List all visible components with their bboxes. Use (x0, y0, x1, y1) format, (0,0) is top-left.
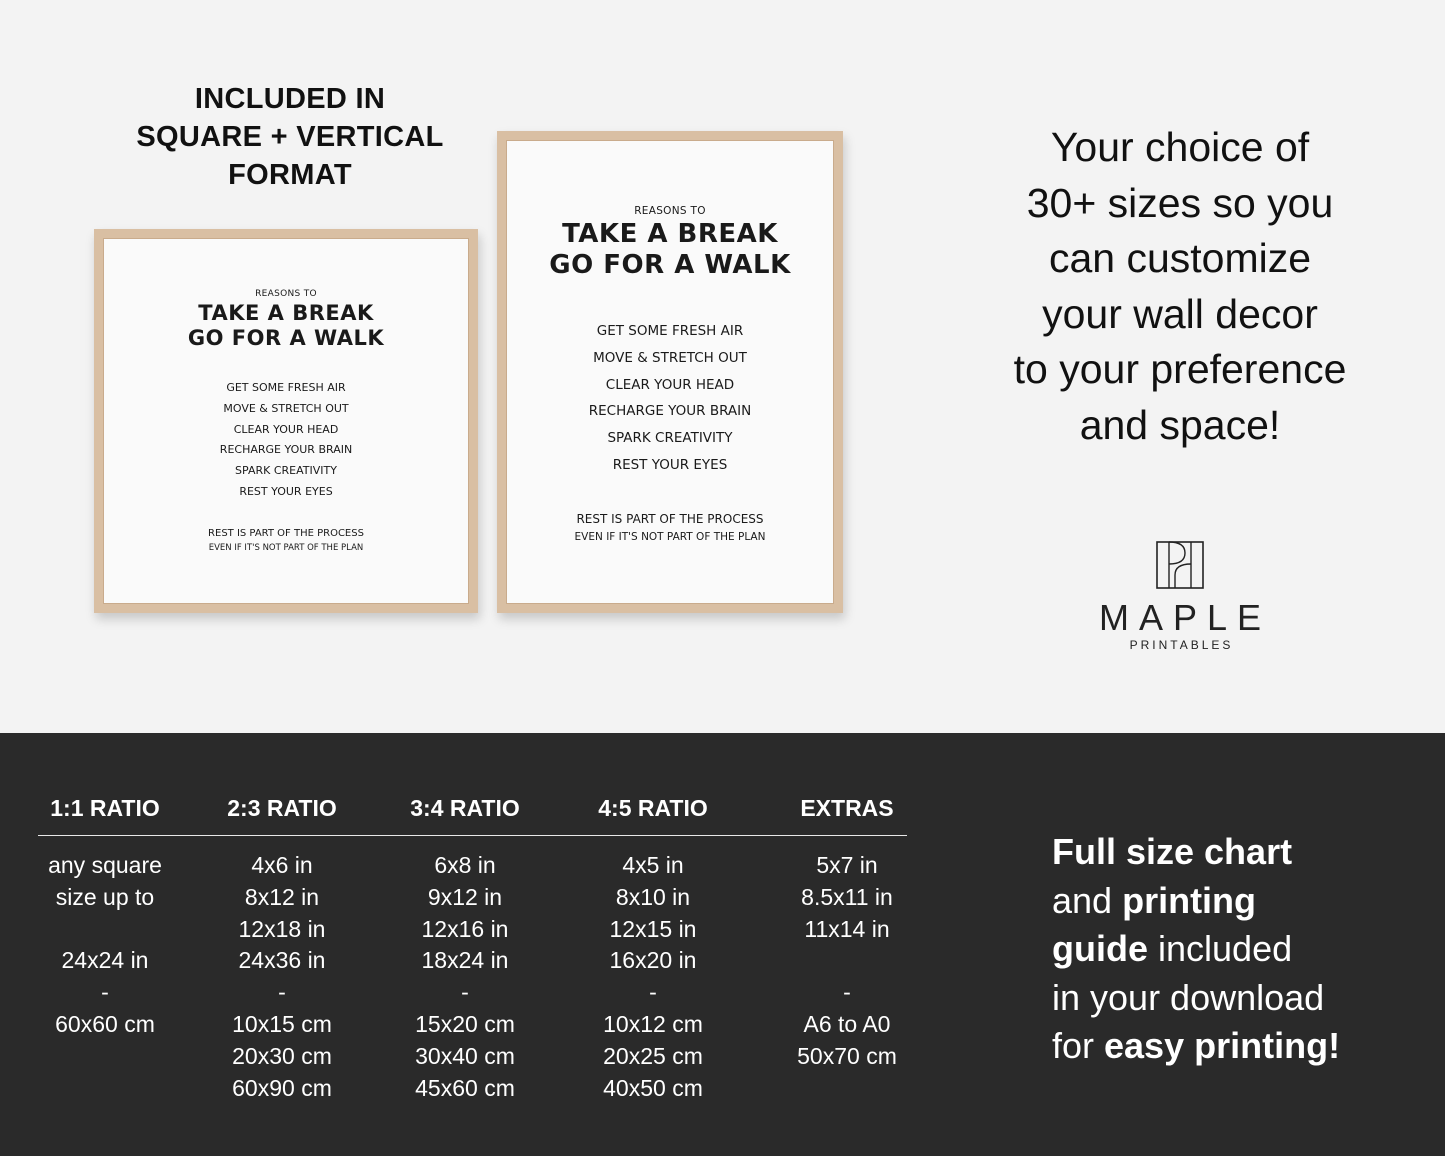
choice-line: to your preference (1013, 346, 1347, 392)
size-value: 18x24 in (421, 947, 509, 974)
header-divider (38, 835, 907, 836)
brand-name: MAPLE (1098, 597, 1272, 638)
poster-item: REST YOUR EYES (612, 456, 728, 473)
guide-bold: printing (1122, 879, 1257, 921)
poster-title (506, 219, 834, 281)
poster-list (506, 318, 834, 479)
size-value: size up to (55, 883, 155, 910)
choice-line: and space! (1079, 401, 1281, 448)
poster-item: REST YOUR EYES (239, 484, 333, 498)
poster-title-line-1: TAKE A BREAK (198, 301, 374, 325)
column-values (207, 850, 357, 1104)
choice-line: 30+ sizes so you (1026, 179, 1334, 226)
column-header: 2:3 RATIO (227, 795, 337, 821)
poster-title-line-2: GO FOR A WALK (549, 250, 791, 280)
size-chart-guide-text (1052, 828, 1412, 1071)
size-value: 6x8 in (434, 852, 496, 878)
size-value: 20x30 cm (232, 1042, 332, 1069)
column-values (772, 850, 922, 1073)
column-3-4-ratio (390, 793, 540, 1101)
choice-line: can customize (1048, 235, 1312, 281)
poster-footer-line-2: EVEN IF IT'S NOT PART OF THE PLAN (208, 543, 364, 553)
size-value: 20x25 cm (603, 1042, 703, 1069)
poster-item: CLEAR YOUR HEAD (233, 422, 339, 436)
guide-line-4: in your download (1052, 976, 1325, 1018)
vertical-frame (497, 131, 843, 613)
guide-bold: guide (1052, 928, 1148, 969)
guide-line-5 (1052, 1022, 1412, 1071)
size-value: 24x36 in (238, 947, 326, 974)
poster-footer-line-1: REST IS PART OF THE PROCESS (576, 512, 764, 526)
size-value: 50x70 cm (797, 1042, 897, 1069)
column-header: 4:5 RATIO (598, 795, 708, 821)
column-2-3-ratio (207, 793, 357, 1101)
poster-footer-line-2: EVEN IF IT'S NOT PART OF THE PLAN (574, 531, 766, 543)
included-line-1: INCLUDED IN (194, 83, 386, 115)
poster-small-title: REASONS TO (634, 205, 706, 217)
poster-item: CLEAR YOUR HEAD (605, 376, 735, 393)
vertical-poster (506, 140, 834, 604)
size-value: 8x12 in (244, 883, 320, 910)
size-value: 45x60 cm (415, 1074, 515, 1101)
poster-item: SPARK CREATIVITY (235, 464, 337, 478)
guide-line-1 (1052, 828, 1412, 877)
size-value: 4x6 in (251, 852, 313, 878)
size-value: - (843, 979, 851, 1006)
size-value: 30x40 cm (415, 1042, 515, 1069)
column-values (30, 850, 180, 1041)
column-header: 3:4 RATIO (410, 795, 520, 821)
column-extras (772, 793, 922, 1069)
poster-item: GET SOME FRESH AIR (226, 381, 346, 394)
size-value: 10x12 cm (603, 1010, 703, 1037)
brand-subtitle: PRINTABLES (1129, 638, 1234, 652)
guide-line-3 (1052, 925, 1412, 974)
size-value: 15x20 cm (415, 1010, 515, 1037)
guide-text: included (1148, 928, 1293, 969)
poster-footer-line-1: REST IS PART OF THE PROCESS (208, 528, 364, 539)
square-poster (103, 238, 469, 604)
size-value: 5x7 in (816, 852, 878, 878)
size-value: 9x12 in (427, 883, 503, 910)
poster-small-title: REASONS TO (255, 289, 317, 299)
column-values (578, 850, 728, 1104)
column-1-1-ratio (30, 793, 180, 1037)
included-line-3: FORMAT (228, 159, 352, 191)
size-value: 40x50 cm (603, 1074, 703, 1101)
poster-footer (506, 510, 834, 546)
poster-item: MOVE & STRETCH OUT (593, 349, 747, 366)
size-value: 60x90 cm (232, 1074, 332, 1101)
size-value: 60x60 cm (55, 1010, 155, 1037)
size-value (772, 945, 922, 977)
size-value: 24x24 in (61, 947, 149, 974)
poster-item: MOVE & STRETCH OUT (223, 401, 349, 415)
poster-item: GET SOME FRESH AIR (596, 323, 744, 339)
size-value: 8.5x11 in (801, 883, 893, 910)
size-value: 4x5 in (622, 852, 684, 878)
column-header: 1:1 RATIO (50, 795, 160, 821)
size-value: - (101, 979, 109, 1006)
poster-title (103, 301, 469, 351)
size-choice-text (975, 120, 1385, 453)
size-value: 16x20 in (609, 947, 697, 974)
included-formats-heading (130, 80, 450, 194)
choice-line: Your choice of (1050, 124, 1310, 170)
poster-title-line-1: TAKE A BREAK (562, 219, 778, 249)
poster-item: SPARK CREATIVITY (607, 430, 733, 447)
size-value: A6 to A0 (803, 1010, 891, 1037)
maple-monogram-icon (1155, 540, 1205, 590)
size-value: 12x16 in (421, 915, 509, 942)
size-value: 10x15 cm (232, 1010, 332, 1037)
poster-footer (103, 527, 469, 555)
size-value (30, 914, 180, 946)
guide-text: for (1052, 1025, 1105, 1066)
poster-list (103, 378, 469, 503)
poster-title-line-2: GO FOR A WALK (187, 326, 385, 350)
bottom-section (0, 733, 1445, 1156)
size-value: - (461, 979, 469, 1006)
size-value: 12x18 in (238, 915, 326, 942)
size-value: any square (48, 852, 162, 878)
poster-item: RECHARGE YOUR BRAIN (219, 443, 353, 457)
size-value: - (649, 979, 657, 1006)
column-values (390, 850, 540, 1104)
size-value: - (278, 979, 286, 1006)
included-line-2: SQUARE + VERTICAL (136, 121, 444, 153)
guide-line-2 (1052, 877, 1412, 926)
guide-text: and (1052, 879, 1123, 921)
guide-bold: easy printing! (1104, 1025, 1341, 1066)
size-value: 11x14 in (804, 915, 890, 942)
poster-item: RECHARGE YOUR BRAIN (588, 403, 752, 420)
size-value: 8x10 in (615, 883, 691, 910)
size-value: 12x15 in (609, 915, 697, 942)
guide-bold: Full size chart (1052, 831, 1293, 872)
column-4-5-ratio (578, 793, 728, 1101)
square-frame (94, 229, 478, 613)
choice-line: your wall decor (1042, 290, 1318, 337)
brand-logo (1080, 540, 1280, 652)
column-header: EXTRAS (800, 795, 894, 821)
